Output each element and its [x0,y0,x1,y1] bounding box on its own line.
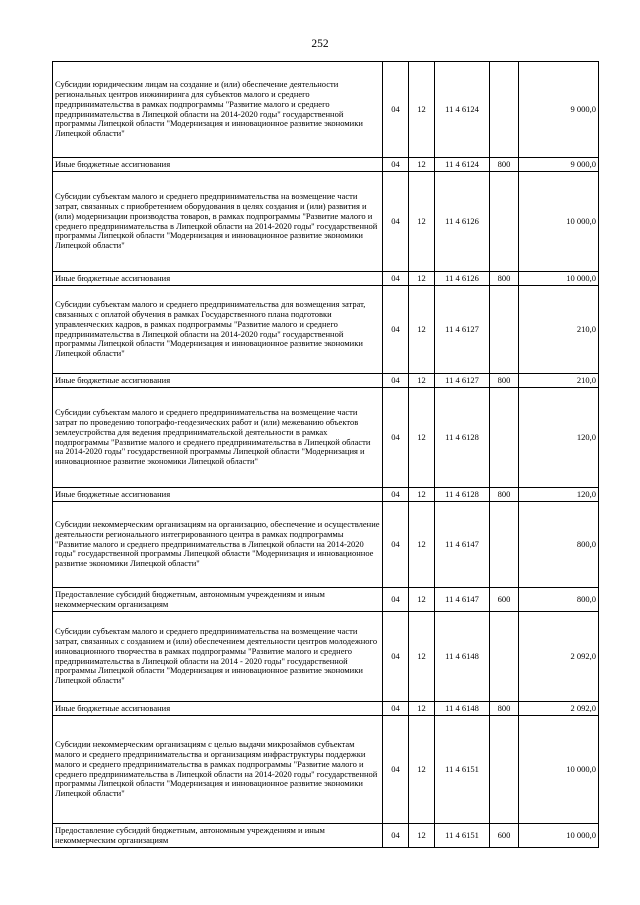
row-description: Субсидии юридическим лицам на создание и (или) обеспечение деятельности региональных центров инжиниринга для субъектов малого и среднего предпринимательства в рамках подпрограммы "Развитие малого и среднего предпринимательства в Липецкой области на 2014-2020 годы" государственной программы Липецкой области "Модернизация и инновационное развитие экономики Липецкой области" [53,62,383,158]
row-description: Предоставление субсидий бюджетным, автономным учреждениям и иным некоммерческим организациям [53,824,383,848]
row-amount: 210,0 [519,286,599,374]
row-section-code: 04 [383,716,409,824]
row-section-code: 04 [383,374,409,388]
row-subsection-code: 12 [409,374,435,388]
row-amount: 2 092,0 [519,612,599,702]
row-subsection-code: 12 [409,62,435,158]
row-target-article: 11 4 6124 [435,158,490,172]
row-expense-type: 800 [490,158,519,172]
row-subsection-code: 12 [409,824,435,848]
row-subsection-code: 12 [409,488,435,502]
row-description: Иные бюджетные ассигнования [53,158,383,172]
row-amount: 800,0 [519,588,599,612]
row-expense-type: 600 [490,824,519,848]
row-expense-type [490,388,519,488]
page-number: 252 [311,38,329,50]
row-amount: 2 092,0 [519,702,599,716]
row-expense-type: 800 [490,702,519,716]
table-row [53,502,599,588]
row-expense-type: 800 [490,374,519,388]
table-row [53,172,599,272]
table-row [53,716,599,824]
row-description: Субсидии некоммерческим организациям на организацию, обеспечение и осуществление деятельности регионального интегрированного центра в рамках подпрограммы "Развитие малого и среднего предпринимательства в Липецкой области на 2014-2020 годы" государственной программы Липецкой области "Модернизация и инновационное развитие экономики Липецкой области" [53,502,383,588]
row-section-code: 04 [383,172,409,272]
row-description: Предоставление субсидий бюджетным, автономным учреждениям и иным некоммерческим организациям [53,588,383,612]
row-expense-type [490,286,519,374]
row-section-code: 04 [383,388,409,488]
row-subsection-code: 12 [409,158,435,172]
row-description: Субсидии субъектам малого и среднего предпринимательства на возмещение части затрат по проведению топографо-геодезических работ и (или) межеванию объектов землеустройства для ведения предпринимательской деятельности в рамках подпрограммы "Развитие малого и среднего предпринимательства в Липецкой области на 2014-2020 годы" государственной программы Липецкой области "Модернизация и инновационное развитие экономики Липецкой области" [53,388,383,488]
row-amount: 10 000,0 [519,272,599,286]
row-target-article: 11 4 6148 [435,702,490,716]
budget-table-body [53,62,599,848]
table-row [53,158,599,172]
row-amount: 10 000,0 [519,172,599,272]
row-target-article: 11 4 6126 [435,272,490,286]
row-expense-type: 800 [490,488,519,502]
row-section-code: 04 [383,286,409,374]
row-subsection-code: 12 [409,702,435,716]
row-amount: 10 000,0 [519,716,599,824]
row-subsection-code: 12 [409,612,435,702]
row-target-article: 11 4 6126 [435,172,490,272]
row-description: Иные бюджетные ассигнования [53,488,383,502]
row-amount: 9 000,0 [519,158,599,172]
table-row [53,588,599,612]
row-section-code: 04 [383,612,409,702]
row-expense-type [490,612,519,702]
table-row [53,62,599,158]
row-target-article: 11 4 6127 [435,374,490,388]
row-subsection-code: 12 [409,502,435,588]
row-section-code: 04 [383,502,409,588]
row-subsection-code: 12 [409,272,435,286]
row-expense-type: 600 [490,588,519,612]
row-description: Субсидии некоммерческим организациям с целью выдачи микрозаймов субъектам малого и среднего предпринимательства и организациям инфраструктуры поддержки малого и среднего предпринимательства в рамках подпрограммы "Развитие малого и среднего предпринимательства в Липецкой области на 2014-2020 годы" государственной программы Липецкой области "Модернизация и инновационное развитие экономики Липецкой области" [53,716,383,824]
row-section-code: 04 [383,488,409,502]
row-section-code: 04 [383,62,409,158]
row-subsection-code: 12 [409,172,435,272]
row-description: Иные бюджетные ассигнования [53,272,383,286]
row-target-article: 11 4 6127 [435,286,490,374]
row-target-article: 11 4 6147 [435,588,490,612]
row-description: Иные бюджетные ассигнования [53,702,383,716]
row-description: Субсидии субъектам малого и среднего предпринимательства на возмещение части затрат, связанных с приобретением оборудования в целях создания и (или) развития и (или) модернизации производства товаров, в рамках подпрограммы "Развитие малого и среднего предпринимательства в Липецкой области на 2014-2020 годы" государственной программы Липецкой области "Модернизация и инновационное развитие экономики Липецкой области" [53,172,383,272]
row-target-article: 11 4 6151 [435,824,490,848]
row-amount: 120,0 [519,388,599,488]
row-expense-type [490,502,519,588]
row-section-code: 04 [383,158,409,172]
table-row [53,388,599,488]
row-target-article: 11 4 6147 [435,502,490,588]
table-row [53,374,599,388]
table-row [53,488,599,502]
row-target-article: 11 4 6128 [435,488,490,502]
row-subsection-code: 12 [409,286,435,374]
table-row [53,702,599,716]
row-description: Субсидии субъектам малого и среднего предпринимательства на возмещение части затрат, связанных с созданием и (или) обеспечением деятельности центров молодежного инновационного творчества в рамках подпрограммы "Развитие малого и среднего предпринимательства в Липецкой области на 2014 - 2020 годы" государственной программы Липецкой области "Модернизация и инновационное развитие экономики Липецкой области" [53,612,383,702]
row-section-code: 04 [383,588,409,612]
table-row [53,612,599,702]
row-expense-type [490,62,519,158]
row-subsection-code: 12 [409,716,435,824]
row-amount: 210,0 [519,374,599,388]
row-expense-type: 800 [490,272,519,286]
row-section-code: 04 [383,824,409,848]
row-amount: 800,0 [519,502,599,588]
row-target-article: 11 4 6151 [435,716,490,824]
row-expense-type [490,716,519,824]
table-row [53,272,599,286]
row-amount: 9 000,0 [519,62,599,158]
row-section-code: 04 [383,272,409,286]
row-description: Иные бюджетные ассигнования [53,374,383,388]
budget-table [52,61,599,848]
row-target-article: 11 4 6148 [435,612,490,702]
row-target-article: 11 4 6128 [435,388,490,488]
row-target-article: 11 4 6124 [435,62,490,158]
row-expense-type [490,172,519,272]
row-description: Субсидии субъектам малого и среднего предпринимательства для возмещения затрат, связанных с оплатой обучения в рамках Государственного плана подготовки управленческих кадров, в рамках подпрограммы "Развитие малого и среднего предпринимательства в Липецкой области на 2014-2020 годы" государственной программы Липецкой области "Модернизация и инновационное развитие экономики Липецкой области" [53,286,383,374]
row-section-code: 04 [383,702,409,716]
row-subsection-code: 12 [409,588,435,612]
table-row [53,286,599,374]
row-subsection-code: 12 [409,388,435,488]
row-amount: 10 000,0 [519,824,599,848]
table-row [53,824,599,848]
row-amount: 120,0 [519,488,599,502]
